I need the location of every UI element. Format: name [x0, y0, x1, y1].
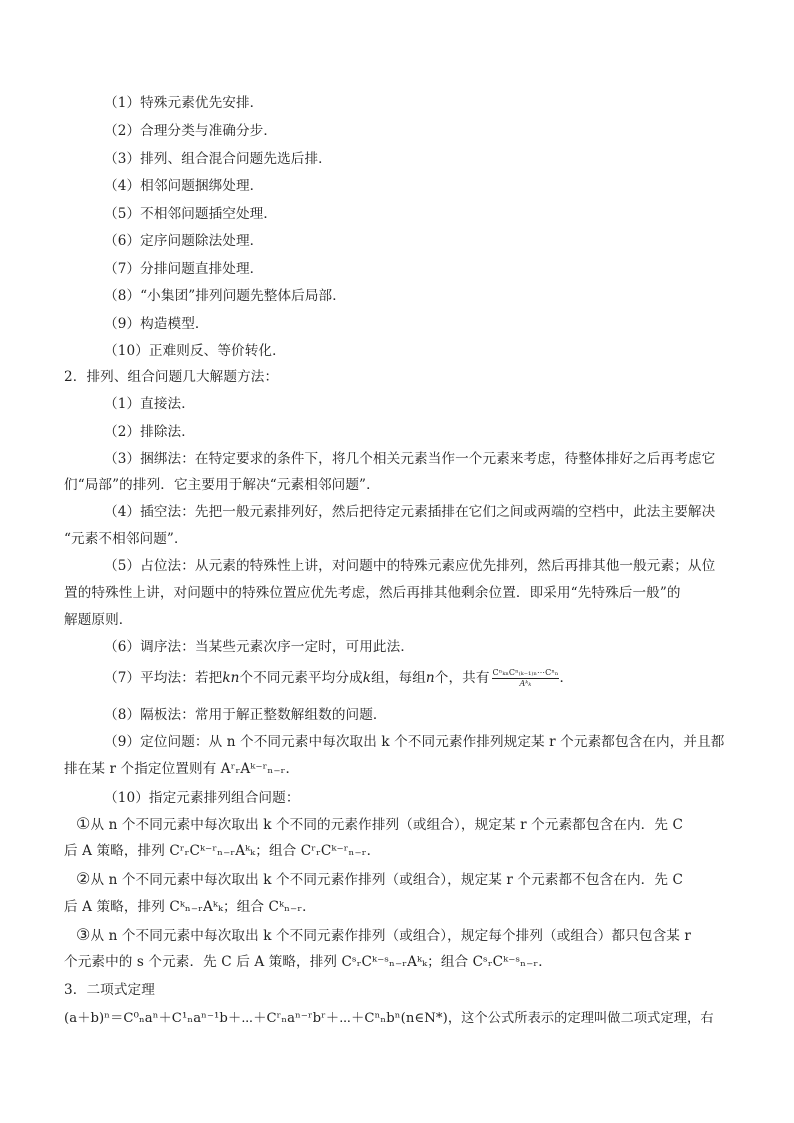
method-3-line-2: 们“局部”的排列．它主要用于解决“元素相邻问题”． — [64, 477, 380, 493]
method-7-text: （7）平均法：若把 — [104, 670, 223, 686]
method-6: （6）调序法：当某些元素次序一定时，可用此法． — [104, 639, 415, 655]
case-2-line-2: 后 A 策略，排列 Cᵏₙ₋ᵣAᵏₖ；组合 Cᵏₙ₋ᵣ． — [64, 899, 316, 915]
method-5-line-1: （5）占位法：从元素的特殊性上讲，对问题中的特殊元素应优先排列，然后再排其他一般元素；从位 — [104, 558, 716, 574]
tip-9: （9）构造模型． — [104, 316, 209, 332]
circled-number-3: ③ — [76, 925, 91, 944]
case-3-text: 从 n 个不同元素中每次取出 k 个不同元素作排列（或组合），规定每个排列（或组合）都只包含某 r — [90, 928, 691, 944]
method-7-var-kn: kn — [222, 670, 240, 686]
method-5-line-3: 解题原则． — [64, 612, 133, 628]
tip-3: （3）排列、组合混合问题先选后排． — [104, 151, 332, 167]
fraction-denominator: Aᵏₖ — [519, 679, 532, 688]
tip-6: （6）定序问题除法处理． — [104, 233, 264, 249]
method-5-line-2: 置的特殊性上讲，对问题中的特殊位置应优先考虑，然后再排其他剩余位置．即采用“先特殊后一般”的 — [64, 585, 681, 601]
method-8: （8）隔板法：常用于解正整数解组数的问题． — [104, 707, 387, 723]
case-2-text: 从 n 个不同元素中每次取出 k 个不同元素作排列（或组合），规定某 r 个元素都不包含在内．先 C — [90, 872, 683, 888]
case-3-line-2: 个元素中的 s 个元素．先 C 后 A 策略，排列 CˢᵣCᵏ⁻ˢₙ₋ᵣAᵏₖ；组合 CˢᵣCᵏ⁻ˢₙ₋ᵣ． — [64, 954, 552, 970]
tip-2: （2）合理分类与准确分步． — [104, 123, 278, 139]
method-10-heading: （10）指定元素排列组合问题： — [104, 790, 300, 806]
method-1: （1）直接法． — [104, 396, 195, 412]
method-7-var-n: n — [425, 670, 435, 686]
method-9-line-1: （9）定位问题：从 n 个不同元素中每次取出 k 个不同元素作排列规定某 r 个元素都包含在内，并且都 — [104, 734, 725, 750]
tip-8: （8）“小集团”排列问题先整体后局部． — [104, 288, 346, 304]
method-4-line-1: （4）插空法：先把一般元素排列好，然后把待定元素插排在它们之间或两端的空档中，此法主要解决 — [104, 504, 716, 520]
section-heading-3: 3．二项式定理 — [64, 982, 155, 998]
method-7 — [104, 668, 573, 689]
tip-1: （1）特殊元素优先安排． — [104, 95, 264, 111]
case-1-line-1 — [76, 815, 683, 834]
method-7-text: 个不同元素平均分成 — [239, 670, 363, 686]
tip-4: （4）相邻问题捆绑处理． — [104, 178, 264, 194]
case-2-line-1 — [76, 870, 683, 889]
tip-5: （5）不相邻问题插空处理． — [104, 206, 278, 222]
section-heading-2: 2．排列、组合问题几大解题方法： — [64, 369, 279, 385]
method-9-line-2: 排在某 r 个指定位置则有 AʳᵣAᵏ⁻ʳₙ₋ᵣ． — [64, 761, 300, 777]
case-1-line-2: 后 A 策略，排列 CʳᵣCᵏ⁻ʳₙ₋ᵣAᵏₖ；组合 CʳᵣCᵏ⁻ʳₙ₋ᵣ． — [64, 843, 381, 859]
method-7-end: ． — [559, 670, 574, 686]
fraction-numerator: ⁿₖₙCⁿ₍ₖ₋₁₎ₙ⋯Cⁿₙ — [498, 668, 559, 677]
circled-number-2: ② — [76, 869, 91, 888]
circled-number-1: ① — [76, 814, 91, 833]
fraction-numerator-lead: C — [492, 668, 499, 677]
method-3-line-1: （3）捆绑法：在特定要求的条件下，将几个相关元素当作一个元素来考虑，待整体排好之后再考虑它 — [104, 451, 716, 467]
tip-10: （10）正难则反、等价转化． — [104, 343, 286, 359]
method-7-var-k: k — [362, 670, 372, 686]
case-1-text: 从 n 个不同元素中每次取出 k 个不同的元素作排列（或组合），规定某 r 个元素都包含在内．先 C — [90, 817, 683, 833]
average-formula-fraction — [492, 668, 560, 689]
tip-7: （7）分排问题直排处理． — [104, 261, 264, 277]
method-7-text: 组，每组 — [371, 670, 426, 686]
method-2: （2）排除法． — [104, 424, 195, 440]
method-7-text: 个，共有 — [434, 670, 490, 686]
method-4-line-2: “元素不相邻问题”． — [64, 531, 188, 547]
binomial-theorem-line: (a＋b)ⁿ＝C⁰ₙaⁿ＋C¹ₙaⁿ⁻¹b＋⋯＋Cʳₙaⁿ⁻ʳbʳ＋⋯＋Cⁿₙbⁿ(n∈N*)，这个公式所表示的定理叫做二项式定理，右 — [64, 1011, 714, 1026]
case-3-line-1 — [76, 926, 691, 945]
